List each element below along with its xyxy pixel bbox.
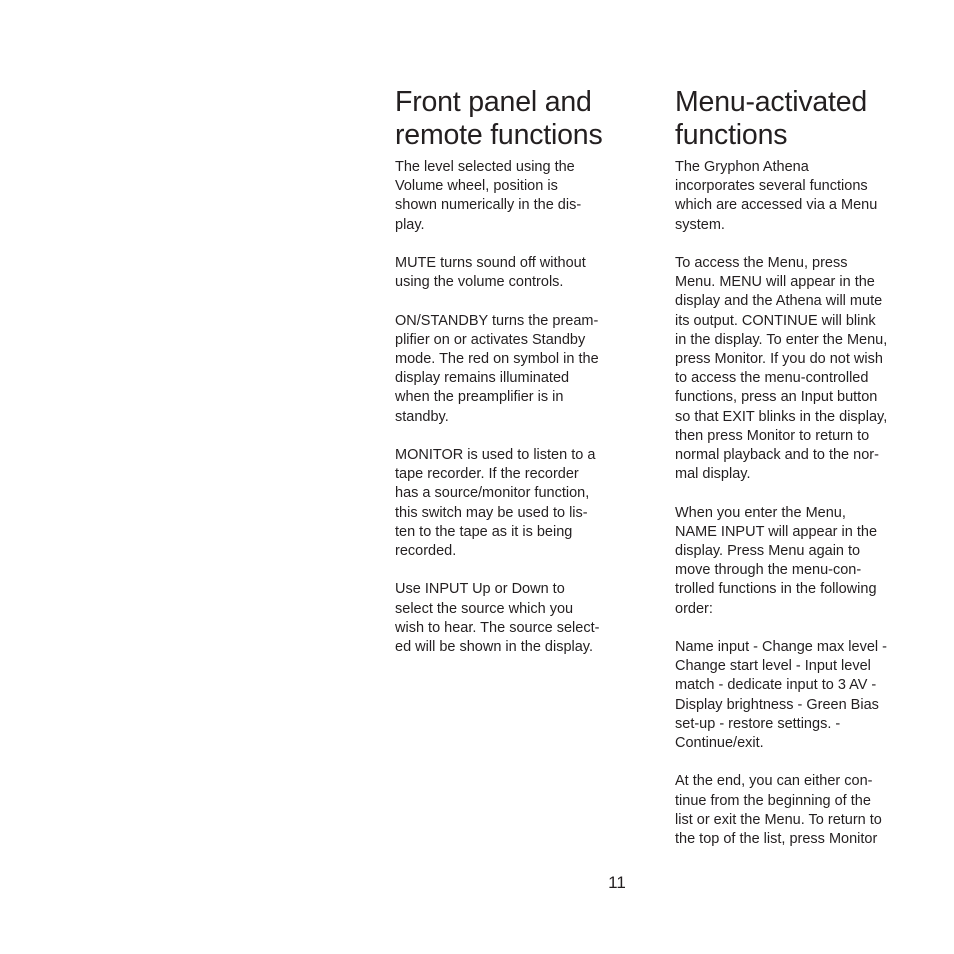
front-panel-heading: Front panel and remote functions (395, 86, 603, 151)
left-column (395, 86, 627, 676)
on-standby-paragraph: ON/STANDBY turns the pream- plifier on or activates Standby mode. The red on symbol in the display remains illuminated when the preamplifier is in standby. (395, 312, 599, 425)
menu-intro-paragraph: The Gryphon Athena incorporates several functions which are accessed via a Menu system. (675, 159, 878, 233)
menu-functions-heading: Menu-activated functions (675, 86, 868, 151)
menu-order-paragraph: Name input - Change max level - Change start level - Input level match - dedicate input to 3 AV - Display brightness - Green Bias set-up - restore settings. - Continue/exit. (675, 639, 887, 752)
menu-end-paragraph: At the end, you can either con- tinue from the beginning of the list or exit the Menu. To return to the top of the list, press Monitor (675, 773, 882, 848)
volume-wheel-paragraph: The level selected using the Volume wheel, position is shown numerically in the dis- play. (395, 159, 582, 233)
page-number: 11 (608, 873, 626, 892)
menu-enter-paragraph: When you enter the Menu, NAME INPUT will appear in the display. Press Menu again to move through the menu-con- trolled functions in the following order: (675, 504, 878, 617)
right-column (675, 86, 908, 868)
input-paragraph: Use INPUT Up or Down to select the source which you wish to hear. The source select- ed will be shown in the display. (395, 581, 600, 656)
mute-paragraph: MUTE turns sound off without using the volume controls. (395, 255, 586, 291)
monitor-paragraph: MONITOR is used to listen to a tape recorder. If the recorder has a source/monitor function, this switch may be used to lis- ten to the tape as it is being recorded. (395, 447, 596, 560)
menu-access-paragraph: To access the Menu, press Menu. MENU will appear in the display and the Athena will mute its output. CONTINUE will blink in the display. To enter the Menu, press Monitor. If you do not wish to access the menu-controlled functions, press an Input button so that EXIT blinks in the display, then press Monitor to return to normal playback and to the nor- mal display. (675, 255, 888, 483)
